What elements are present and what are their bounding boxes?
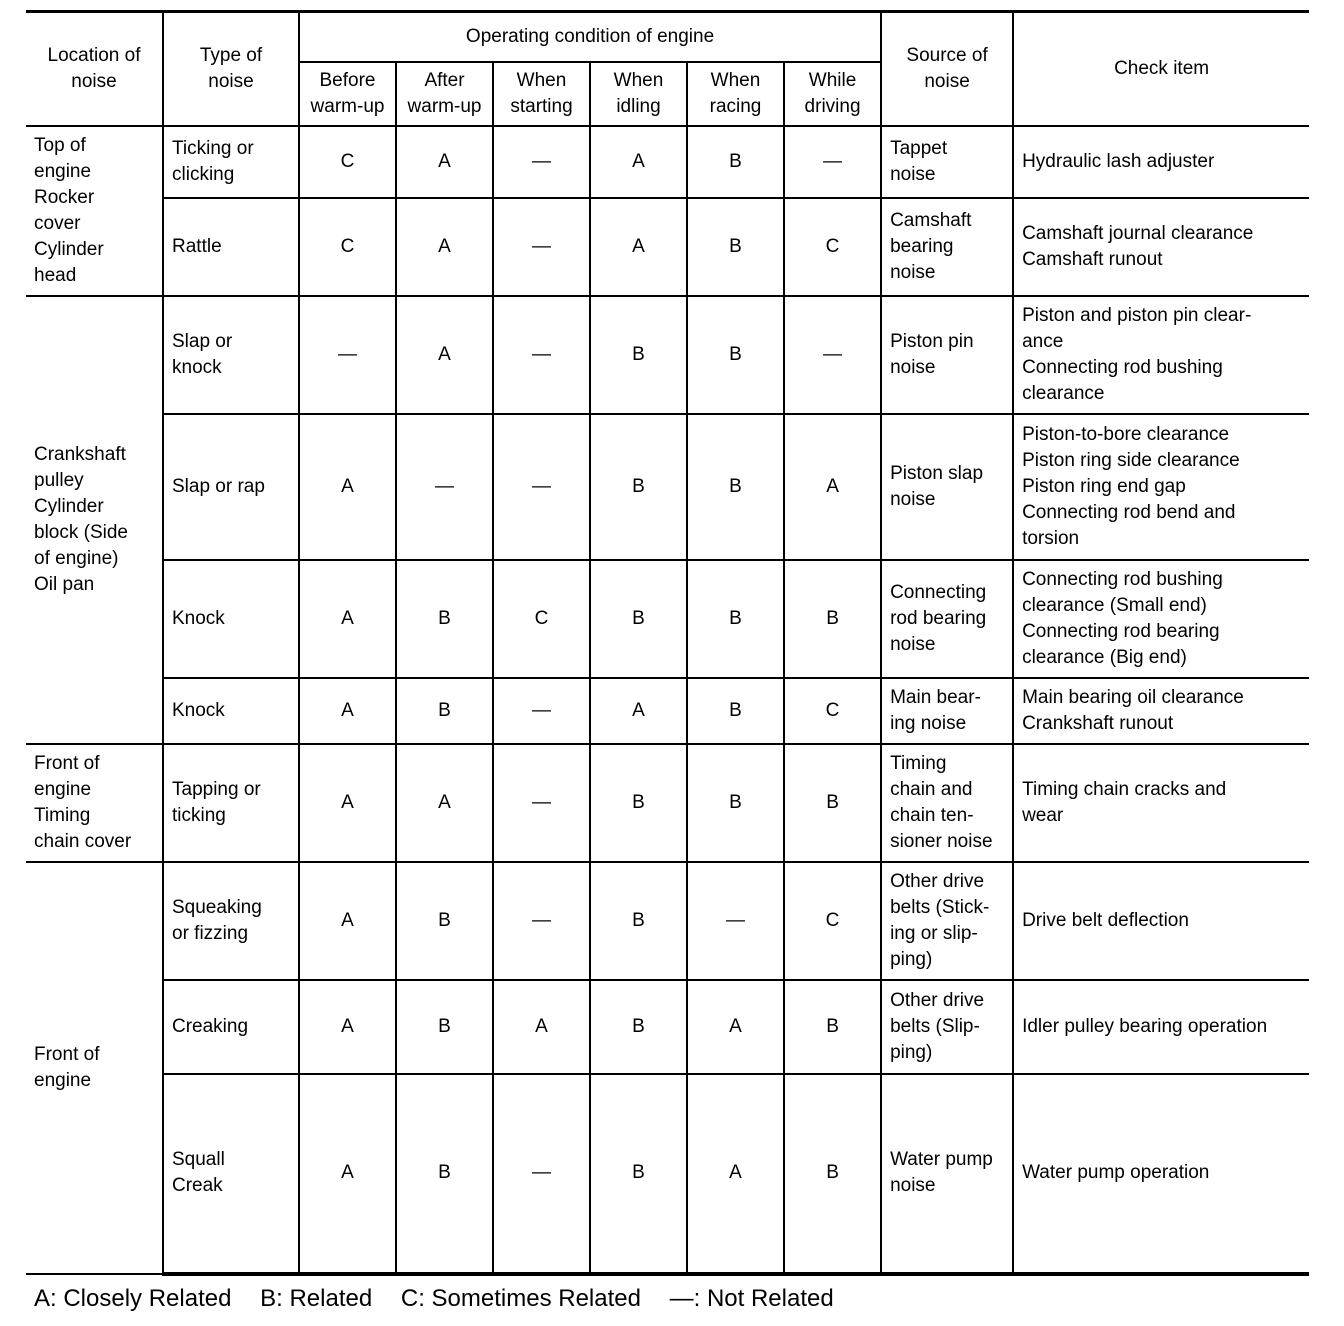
check-item-cell: Piston and piston pin clear- ance Connecting rod bushing clearance	[1013, 296, 1309, 414]
condition-value-cell: A	[590, 126, 687, 198]
table-row	[26, 560, 1309, 678]
header-check-item: Check item	[1013, 12, 1309, 126]
noise-source-cell: Timing chain and chain ten- sioner noise	[881, 744, 1013, 862]
condition-value-cell: B	[784, 980, 881, 1074]
condition-value-cell: A	[493, 980, 590, 1074]
condition-value-cell: B	[687, 678, 784, 744]
table-body	[26, 126, 1309, 1274]
table-row	[26, 1074, 1309, 1274]
condition-value-cell: C	[493, 560, 590, 678]
condition-value-cell: A	[396, 744, 493, 862]
condition-value-cell: —	[493, 1074, 590, 1274]
condition-value-cell: B	[590, 296, 687, 414]
noise-source-cell: Connecting rod bearing noise	[881, 560, 1013, 678]
condition-value-cell: A	[299, 1074, 396, 1274]
condition-value-cell: B	[590, 980, 687, 1074]
condition-value-cell: A	[299, 980, 396, 1074]
header-condition: While driving	[784, 62, 881, 126]
location-cell: Top of engine Rocker cover Cylinder head	[26, 126, 163, 296]
check-item-cell: Drive belt deflection	[1013, 862, 1309, 980]
condition-value-cell: B	[396, 862, 493, 980]
condition-value-cell: —	[299, 296, 396, 414]
noise-type-cell: Knock	[163, 560, 299, 678]
condition-value-cell: B	[687, 296, 784, 414]
header-condition: When idling	[590, 62, 687, 126]
condition-value-cell: B	[687, 414, 784, 560]
condition-value-cell: —	[493, 744, 590, 862]
condition-value-cell: A	[396, 198, 493, 296]
condition-value-cell: B	[590, 862, 687, 980]
condition-value-cell: B	[784, 1074, 881, 1274]
legend-item: —: Not Related	[669, 1285, 834, 1312]
condition-value-cell: —	[784, 296, 881, 414]
condition-value-cell: B	[396, 1074, 493, 1274]
condition-value-cell: —	[396, 414, 493, 560]
noise-type-cell: Slap or knock	[163, 296, 299, 414]
condition-value-cell: B	[687, 126, 784, 198]
check-item-cell: Idler pulley bearing operation	[1013, 980, 1309, 1074]
condition-value-cell: —	[493, 126, 590, 198]
condition-value-cell: B	[784, 560, 881, 678]
check-item-cell: Connecting rod bushing clearance (Small end) Connecting rod bearing clearance (Big end)	[1013, 560, 1309, 678]
condition-value-cell: —	[687, 862, 784, 980]
condition-value-cell: B	[590, 1074, 687, 1274]
header-type: Type of noise	[163, 12, 299, 126]
condition-value-cell: —	[493, 862, 590, 980]
check-item-cell: Main bearing oil clearance Crankshaft runout	[1013, 678, 1309, 744]
check-item-cell: Hydraulic lash adjuster	[1013, 126, 1309, 198]
noise-type-cell: Ticking or clicking	[163, 126, 299, 198]
table-row	[26, 296, 1309, 414]
table-row	[26, 198, 1309, 296]
location-cell: Front of engine Timing chain cover	[26, 744, 163, 862]
condition-value-cell: —	[493, 678, 590, 744]
condition-value-cell: A	[687, 980, 784, 1074]
noise-source-cell: Camshaft bearing noise	[881, 198, 1013, 296]
header-source: Source of noise	[881, 12, 1013, 126]
condition-value-cell: A	[299, 678, 396, 744]
condition-value-cell: B	[687, 560, 784, 678]
condition-value-cell: A	[396, 126, 493, 198]
header-condition: After warm-up	[396, 62, 493, 126]
condition-value-cell: A	[687, 1074, 784, 1274]
header-condition: When racing	[687, 62, 784, 126]
noise-source-cell: Water pump noise	[881, 1074, 1013, 1274]
condition-value-cell: C	[784, 678, 881, 744]
legend-item: C: Sometimes Related	[400, 1285, 641, 1312]
location-cell: Front of engine	[26, 862, 163, 1274]
condition-value-cell: B	[590, 414, 687, 560]
noise-source-cell: Other drive belts (Slip- ping)	[881, 980, 1013, 1074]
noise-type-cell: Squall Creak	[163, 1074, 299, 1274]
condition-value-cell: B	[687, 198, 784, 296]
condition-value-cell: A	[590, 678, 687, 744]
condition-value-cell: B	[396, 560, 493, 678]
check-item-cell: Timing chain cracks and wear	[1013, 744, 1309, 862]
check-item-cell: Piston-to-bore clearance Piston ring side clearance Piston ring end gap Connecting rod bend and torsion	[1013, 414, 1309, 560]
condition-value-cell: A	[299, 560, 396, 678]
table-row	[26, 414, 1309, 560]
condition-value-cell: C	[299, 126, 396, 198]
condition-value-cell: A	[396, 296, 493, 414]
check-item-cell: Water pump operation	[1013, 1074, 1309, 1274]
noise-source-cell: Piston slap noise	[881, 414, 1013, 560]
condition-value-cell: A	[590, 198, 687, 296]
noise-type-cell: Squeaking or fizzing	[163, 862, 299, 980]
condition-value-cell: C	[784, 198, 881, 296]
condition-value-cell: B	[687, 744, 784, 862]
location-cell: Crankshaft pulley Cylinder block (Side of engine) Oil pan	[26, 296, 163, 744]
noise-source-cell: Tappet noise	[881, 126, 1013, 198]
noise-type-cell: Knock	[163, 678, 299, 744]
condition-value-cell: A	[299, 862, 396, 980]
noise-source-cell: Main bear- ing noise	[881, 678, 1013, 744]
noise-source-cell: Other drive belts (Stick- ing or slip- ping)	[881, 862, 1013, 980]
condition-value-cell: B	[396, 678, 493, 744]
table-header	[26, 12, 1309, 126]
noise-diagnosis-table	[26, 10, 1309, 1276]
noise-type-cell: Tapping or ticking	[163, 744, 299, 862]
condition-value-cell: B	[396, 980, 493, 1074]
condition-value-cell: —	[493, 296, 590, 414]
condition-value-cell: B	[784, 744, 881, 862]
condition-value-cell: C	[299, 198, 396, 296]
header-condition: Before warm-up	[299, 62, 396, 126]
condition-value-cell: C	[784, 862, 881, 980]
table-row	[26, 862, 1309, 980]
header-operating-condition: Operating condition of engine	[299, 12, 881, 62]
condition-value-cell: A	[299, 744, 396, 862]
condition-value-cell: —	[493, 198, 590, 296]
condition-value-cell: —	[493, 414, 590, 560]
legend-item: B: Related	[260, 1285, 373, 1312]
condition-value-cell: B	[590, 560, 687, 678]
noise-type-cell: Creaking	[163, 980, 299, 1074]
legend-item: A: Closely Related	[34, 1285, 232, 1312]
header-location: Location of noise	[26, 12, 163, 126]
condition-value-cell: —	[784, 126, 881, 198]
noise-type-cell: Slap or rap	[163, 414, 299, 560]
table-row	[26, 126, 1309, 198]
table-row	[26, 980, 1309, 1074]
legend	[34, 1285, 856, 1313]
noise-type-cell: Rattle	[163, 198, 299, 296]
header-condition: When starting	[493, 62, 590, 126]
condition-value-cell: A	[299, 414, 396, 560]
condition-value-cell: A	[784, 414, 881, 560]
check-item-cell: Camshaft journal clearance Camshaft runout	[1013, 198, 1309, 296]
table-row	[26, 678, 1309, 744]
table-row	[26, 744, 1309, 862]
condition-value-cell: B	[590, 744, 687, 862]
noise-source-cell: Piston pin noise	[881, 296, 1013, 414]
